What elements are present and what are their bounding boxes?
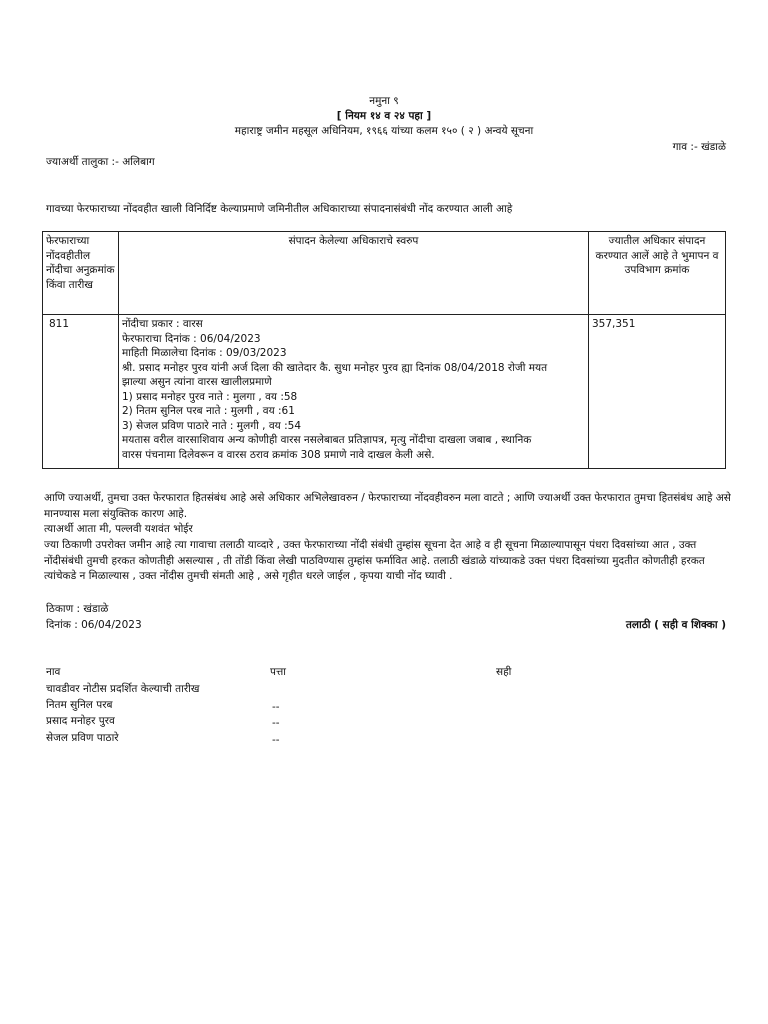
- form-name: नमुना ९: [369, 95, 399, 107]
- detail-line: 1) प्रसाद मनोहर पुरव नाते : मुलगा , वय :58: [122, 390, 298, 403]
- header-rights-nature: संपादन केलेल्या अधिकाराचे स्वरुप: [119, 232, 589, 315]
- entry-details: [119, 315, 589, 469]
- detail-line: मयतास वरील वारसाशिवाय अन्य कोणीही वारस नसलेबाबत प्रतिज्ञापत्र, मृत्यु नोंदीचा दाखला जबाब , स्थानिक: [122, 434, 532, 446]
- detail-line: 3) सेजल प्रविण पाठारे नाते : मुलगी , वय :54: [122, 419, 302, 432]
- detail-line: वारस पंचनामा दिलेवरून व वारस ठराव क्रमांक 308 प्रमाणे नावे दाखल केली असे.: [122, 448, 435, 461]
- intro-text: गावच्या फेरफाराच्या नोंदवहीत खाली विनिर्दिष्ट केल्याप्रमाणे जमिनीतील अधिकाराच्या संपादनासंबंधी नोंद करण्यात आली आहे: [46, 203, 513, 215]
- date-label: दिनांक : 06/04/2023: [46, 619, 142, 631]
- interest-paragraph: आणि ज्याअर्थी, तुमचा उक्त फेरफारात हितसंबंध आहे असे अधिकार अभिलेखावरुन / फेरफाराच्या नोंदवहीवरुन मला वाटते ; आणि ज्याअर्थी उक्त फेरफारात तुमचा हितसंबंध आहे असे मानण्यास मला संयुक्तिक कारण आहे.: [44, 492, 731, 520]
- column-signature: सही: [496, 666, 512, 678]
- column-name: नाव: [46, 666, 61, 678]
- header-survey-number: ज्यातील अधिकार संपादन करण्यात आलें आहे ते भुमापन व उपविभाग क्रमांक: [589, 232, 726, 315]
- detail-line: फेरफाराचा दिनांक : 06/04/2023: [122, 332, 261, 345]
- person-name: प्रसाद मनोहर पुरव: [46, 715, 115, 727]
- person-address: --: [272, 734, 280, 746]
- detail-line: 2) नितम सुनिल परब नाते : मुलगी , वय :61: [122, 405, 295, 417]
- signatory-label: तलाठी ( सही व शिक्का ): [625, 619, 726, 631]
- detail-line: श्री. प्रसाद मनोहर पुरव यांनी अर्ज दिला की खातेदार कै. सुधा मनोहर पुरव ह्या दिनांक 08/04/2018 रोजी मयत: [122, 361, 548, 374]
- table-header-row: [43, 232, 726, 315]
- objection-paragraph: ज्या ठिकाणी उपरोक्त जमीन आहे त्या गावाचा तलाठी याव्दारे , उक्त फेरफाराच्या नोंदी संबंधी तुम्हांस सूचना देत आहे व ही सूचना मिळाल्यापासून पंधरा दिवसांच्या आत , उक्त नोंदीसंबंधी तुमची हरकत कोणतीही असल्यास , ती तोंडी किंवा लेखी पाठविण्यास तुम्हांस फर्मावित आहे. तलाठी खंडाळे यांच्याकडे उक्त पंधरा दिवसांच्या मुदतीत कोणतीही हरकत त्यांचेकडे न मिळाल्यास , उक्त नोंदीस तुमची संमती आहे , असे गृहीत धरले जाईल , कृपया याची नोंद घ्यावी .: [44, 539, 705, 582]
- table-row: [43, 315, 726, 469]
- column-address: पत्ता: [270, 666, 286, 678]
- survey-number: 357,351: [589, 315, 726, 469]
- mutation-entry-table: [42, 231, 726, 469]
- taluka-label: ज्याअर्थी तालुका :- अलिबाग: [46, 156, 155, 168]
- person-name: नितम सुनिल परब: [46, 699, 113, 711]
- detail-line: झाल्या असुन त्यांना वारस खालीलप्रमाणे: [122, 376, 272, 388]
- header-entry-number: फेरफाराच्या नोंदवहीतील नोंदीचा अनुक्रमांक किंवा तारीख: [43, 232, 119, 315]
- entry-number: 811: [43, 315, 119, 469]
- act-line: महाराष्ट्र जमीन महसूल अधिनियम, १९६६ यांच्या कलम १५० ( २ ) अन्वये सूचना: [234, 125, 534, 137]
- person-name: सेजल प्रविण पाठारे: [46, 732, 119, 744]
- place-label: ठिकाण : खंडाळे: [46, 603, 109, 615]
- officer-line: त्याअर्थी आता मी, पल्लवी यशवंत भोईर: [44, 523, 193, 535]
- village-label: गाव :- खंडाळे: [672, 141, 726, 153]
- detail-line: माहिती मिळालेचा दिनांक : 09/03/2023: [122, 347, 287, 359]
- person-address: --: [272, 717, 280, 729]
- notice-date-label: चावडीवर नोटीस प्रदर्शित केल्याची तारीख: [46, 683, 200, 695]
- person-address: --: [272, 701, 280, 713]
- detail-line: नोंदीचा प्रकार : वारस: [122, 318, 203, 330]
- rule-reference: [ नियम १४ व २४ पहा ]: [336, 110, 432, 122]
